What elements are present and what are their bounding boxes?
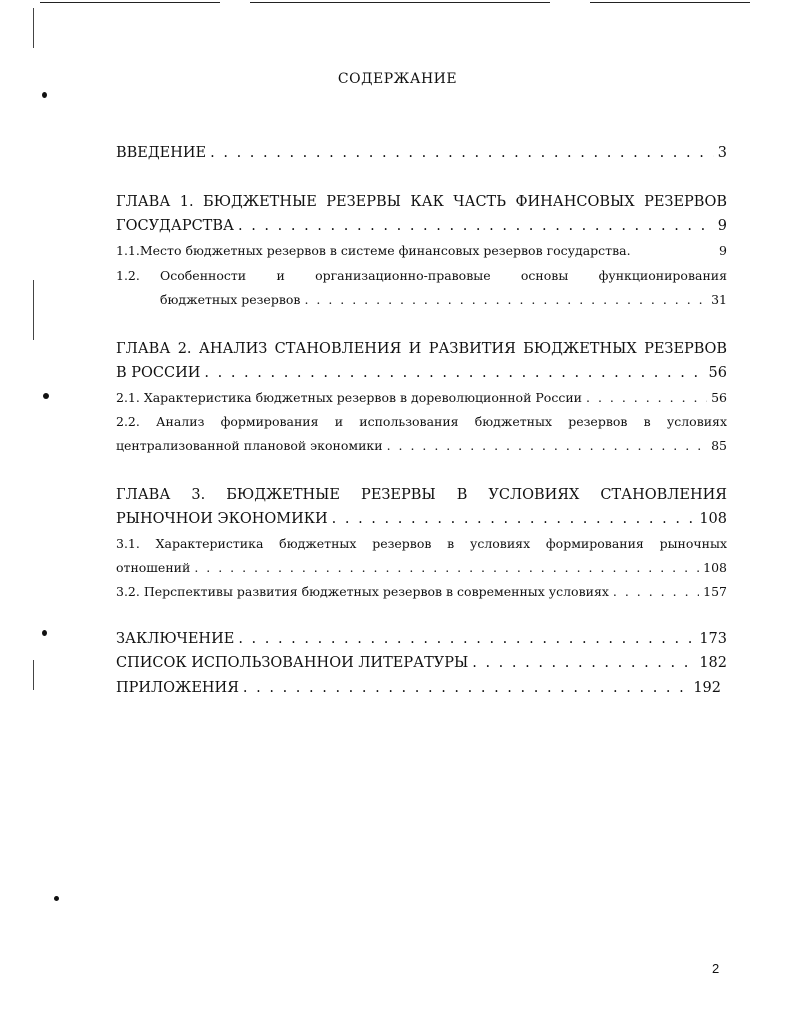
toc-leader-dots (304, 292, 707, 307)
toc-entry-label: РЫНОЧНОЙ ЭКОНОМИКИ (116, 511, 328, 527)
toc-chapter-3-heading-end (116, 511, 727, 531)
toc-entry-label: отношений (116, 560, 191, 575)
toc-section-2-2: 2.2. Анализ формирования и использования бюджетных резервов в условиях (116, 414, 727, 429)
toc-leader-dots (238, 631, 695, 647)
toc-leader-dots (387, 438, 708, 453)
toc-entry-page: 56 (708, 365, 727, 381)
toc-section-3-2 (116, 584, 727, 604)
toc-entry-label: централизованной плановой экономики (116, 438, 383, 453)
toc-chapter-3-heading: ГЛАВА 3. БЮДЖЕТНЫЕ РЕЗЕРВЫ В УСЛОВИЯХ СТАНОВЛЕНИЯ (116, 487, 727, 503)
toc-section-1-2 (116, 268, 727, 288)
scan-speck (54, 896, 59, 901)
toc-section-1-2-end (116, 292, 727, 312)
toc-entry-label: ПРИЛОЖЕНИЯ (116, 680, 239, 696)
scan-speck (42, 630, 47, 636)
scan-edge-line (40, 2, 220, 3)
toc-chapter-1-heading: ГЛАВА 1. БЮДЖЕТНЫЕ РЕЗЕРВЫ КАК ЧАСТЬ ФИНАНСОВЫХ РЕЗЕРВОВ (116, 194, 727, 210)
toc-entry-page: 157 (703, 584, 727, 599)
toc-leader-dots (210, 145, 714, 161)
toc-entry-page: 9 (719, 243, 727, 258)
toc-chapter-2-heading: ГЛАВА 2. АНАЛИЗ СТАНОВЛЕНИЯ И РАЗВИТИЯ БЮДЖЕТНЫХ РЕЗЕРВОВ (116, 341, 727, 357)
toc-entry-label: ГОСУДАРСТВА (116, 218, 234, 234)
toc-entry-page: 182 (699, 655, 727, 671)
toc-chapter-1-heading-end (116, 218, 727, 238)
toc-section-2-2-end (116, 438, 727, 458)
page-number: 2 (712, 961, 720, 976)
toc-chapter-2-heading-end (116, 365, 727, 385)
toc-entry-page: 173 (699, 631, 727, 647)
toc-entry-label: бюджетных резервов (160, 292, 301, 307)
toc-entry-page: 108 (703, 560, 727, 575)
toc-leader-dots (238, 218, 714, 234)
toc-entry-page: 3 (717, 145, 727, 161)
toc-leader-dots (332, 511, 696, 527)
scan-edge-line (33, 660, 34, 690)
toc-section-3-1-end (116, 560, 727, 580)
toc-leader-dots (243, 680, 689, 696)
scan-edge-line (590, 2, 750, 3)
toc-section-2-1 (116, 390, 727, 410)
toc-entry-conclusion (116, 631, 727, 651)
toc-section-number: 1.1. (116, 243, 140, 258)
toc-entry-label: Особенности и организационно-правовые основы функционирования (160, 268, 727, 283)
toc-entry-page: 56 (711, 390, 727, 405)
toc-leader-dots (586, 390, 707, 405)
toc-entry-page: 108 (699, 511, 727, 527)
toc-leader-dots (613, 584, 699, 599)
scan-edge-line (33, 280, 34, 340)
scan-edge-line (33, 8, 34, 48)
toc-entry-label: В РОССИИ (116, 365, 201, 381)
toc-section-1-1 (116, 243, 727, 263)
toc-entry-introduction (116, 145, 727, 165)
toc-entry-page: 192 (693, 680, 721, 696)
scan-speck (42, 92, 47, 98)
toc-leader-dots (194, 560, 699, 575)
scan-edge-line (250, 2, 550, 3)
toc-entry-label: Место бюджетных резервов в системе финансовых резервов государства. (139, 243, 631, 258)
toc-entry-label: 3.2. Перспективы развития бюджетных резервов в современных условиях (116, 584, 609, 599)
toc-entry-appendices (116, 680, 721, 700)
toc-section-number: 1.2. (116, 268, 140, 283)
toc-entry-page: 9 (717, 218, 727, 234)
toc-leader-dots (472, 655, 695, 671)
toc-entry-label: ВВЕДЕНИЕ (116, 145, 207, 161)
page-title: СОДЕРЖАНИЕ (337, 71, 458, 87)
toc-entry-label: ЗАКЛЮЧЕНИЕ (116, 631, 235, 647)
toc-entry-page: 85 (711, 438, 727, 453)
toc-entry-references (116, 655, 727, 675)
toc-entry-page: 31 (711, 292, 727, 307)
toc-leader-dots (204, 365, 704, 381)
toc-entry-label: СПИСОК ИСПОЛЬЗОВАННОЙ ЛИТЕРАТУРЫ (116, 655, 469, 671)
scan-speck (43, 393, 49, 399)
toc-section-3-1: 3.1. Характеристика бюджетных резервов в условиях формирования рыночных (116, 536, 727, 551)
toc-entry-label: 2.1. Характеристика бюджетных резервов в дореволюционной России (116, 390, 582, 405)
